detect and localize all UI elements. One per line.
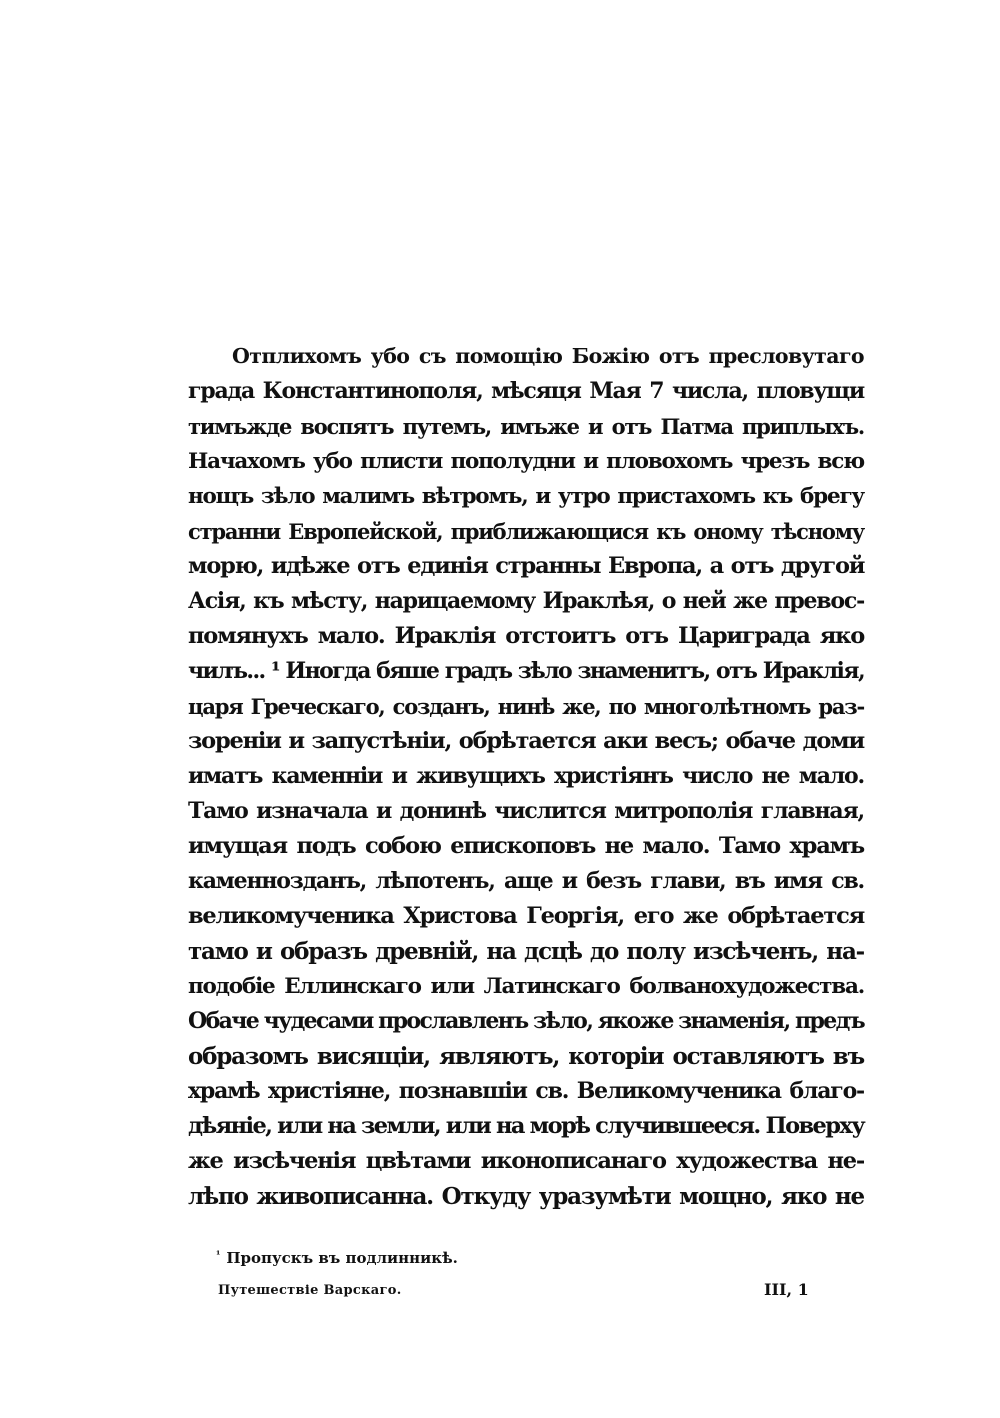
text-line: морю, идѣже отъ единія странны Европа, а отъ другой: [188, 553, 865, 579]
text-line: каменнозданъ, лѣпотенъ, аще и безъ глави, въ имя св.: [188, 868, 864, 894]
text-line: иматъ каменніи и живущихъ христіянъ число не мало.: [188, 763, 864, 789]
text-line: храмѣ христіяне, познавшіи св. Великомученика благо-: [188, 1078, 864, 1104]
text-line: нощъ зѣло малимъ вѣтромъ, и утро пристахомъ къ брегу: [188, 484, 864, 509]
text-line: царя Греческаго, созданъ, нинѣ же, по многолѣтномъ раз-: [188, 694, 864, 719]
text-line: подобіе Еллинскаго или Латинскаго болванохудожества.: [188, 974, 864, 999]
text-line: Асія, къ мѣсту, нарицаемому Ираклѣя, о ней же превос-: [188, 588, 864, 614]
footnote: [216, 1246, 458, 1268]
text-line: Начахомъ убо плисти пополудни и пловохомъ чрезъ всю: [188, 449, 864, 474]
text-line: имущая подъ собою епископовъ не мало. Тамо храмъ: [188, 833, 864, 859]
footnote-marker: ¹: [216, 1250, 221, 1261]
text-line: Тамо изначала и донинѣ числится митрополія главная,: [188, 798, 864, 824]
text-line: Отплихомъ убо съ помощію Божію отъ пресловутаго: [232, 344, 864, 368]
text-line: лѣпо живописанна. Откуду уразумѣти мощно, яко не: [188, 1183, 864, 1210]
text-line: дѣяніе, или на земли, или на морѣ случившееся. Поверху: [188, 1113, 864, 1139]
signature-title: Путешествіе Варскаго.: [218, 1283, 402, 1298]
text-line: же изсѣченія цвѣтами иконописанаго художества не-: [188, 1148, 864, 1174]
text-line: странни Европейской, приближающися къ оному тѣсному: [188, 519, 864, 544]
text-line: тамо и образъ древній, на дсцѣ до полу изсѣченъ, на-: [188, 938, 864, 965]
text-line: чилъ... ¹ Иногда бяше градъ зѣло знаменитъ, отъ Ираклія,: [188, 658, 864, 684]
body-text: [188, 339, 864, 1214]
text-line: великомученика Христова Георгія, его же обрѣтается: [188, 903, 864, 929]
text-line: града Константинополя, мѣсяця Мая 7 числа, пловущи: [188, 378, 864, 404]
text-line: Обаче чудесами прославленъ зѣло, якоже знаменія, предъ: [188, 1008, 864, 1034]
text-line: зореніи и запустѣніи, обрѣтается аки весъ; обаче доми: [188, 728, 864, 754]
text-line: тимъжде воспятъ путемъ, имъже и отъ Патма приплыхъ.: [188, 414, 864, 439]
text-line: помянухъ мало. Ираклія отстоитъ отъ Цариграда яко: [188, 623, 864, 649]
text-line: образомъ висящіи, являютъ, которіи оставляютъ въ: [188, 1043, 864, 1070]
signature-number: III, 1: [764, 1280, 809, 1299]
footnote-text: Пропускъ въ подлинникѣ.: [226, 1249, 458, 1267]
